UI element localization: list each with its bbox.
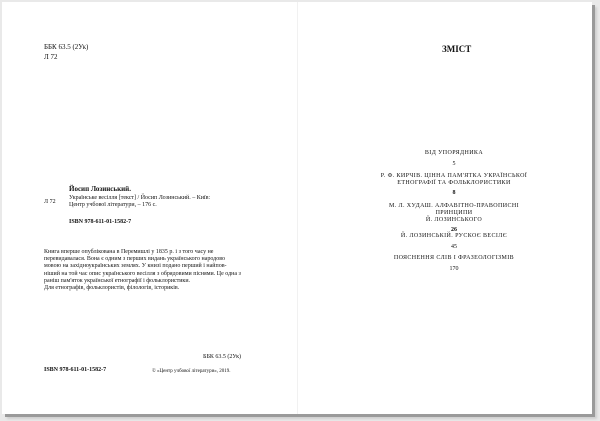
- toc-entry-title: Й. ЛОЗИНСЬКОГО: [425, 217, 483, 223]
- toc-entry-title: Р. Ф. КИРЧІВ. ЦІННА ПАМ'ЯТКА УКРАЇНСЬКОЇ: [380, 173, 528, 179]
- toc-entry-2: [370, 173, 538, 197]
- annotation-line: ніший на той час опис українського весілля з обрядовими піснями. Це одна з: [44, 270, 241, 277]
- bbk-code-top: ББК 63.5 (2Ук): [44, 43, 89, 51]
- toc-entry-4: [370, 233, 538, 251]
- annotation-line: раніш пам'яток української етнографії і фольклористики.: [44, 277, 191, 284]
- catalog-line: Центр учбової літератури, – 176 с.: [69, 202, 157, 208]
- catalog-line: Українське весілля [текст] / Йосип Лозинський. – Київ:: [69, 195, 211, 201]
- bbk-code-bottom: ББК 63.5 (2Ук): [203, 354, 242, 360]
- toc-entry-title: М. Л. ХУДАШ. АЛФАВІТНО-ПРАВОПИСНІ ПРИНЦИПИ: [389, 203, 519, 216]
- toc-page-number: 26: [451, 227, 457, 233]
- isbn-bottom: ISBN 978-611-01-1582-7: [44, 367, 107, 373]
- toc-heading: ЗМІСТ: [442, 44, 472, 54]
- toc-page-number: 8: [452, 190, 456, 196]
- annotation: [44, 249, 272, 292]
- left-page: [2, 2, 297, 414]
- toc-page-number: 5: [452, 161, 456, 167]
- toc-page-number: 45: [451, 244, 457, 250]
- copyright: © «Центр учбової літератури», 2019.: [152, 369, 231, 374]
- catalog-record: [44, 185, 210, 209]
- toc-entry-title: Й. ЛОЗИНСЬКІЙ. РУСКОЄ ВЕСІЛЄ: [400, 233, 508, 239]
- toc-entry-title: ВІД УПОРЯДНИКА: [424, 150, 484, 156]
- author-mark-top: Л 72: [44, 53, 58, 61]
- toc-entry-title: ПОЯСНЕННЯ СЛІВ І ФРАЗЕОЛОГІЗМІВ: [393, 255, 515, 261]
- annotation-line: Для етнографів, фольклористів, філологів, істориків.: [44, 285, 180, 292]
- author-mark-mid: Л 72: [44, 199, 56, 205]
- toc-page-number: 170: [449, 266, 459, 272]
- toc-entry-title: ЕТНОГРАФІЇ ТА ФОЛЬКЛОРИСТИКИ: [397, 180, 511, 186]
- annotation-line: мовою на західноукраїнських землях. У книзі подано перший і найпов-: [44, 263, 227, 270]
- toc-entry-1: [370, 150, 538, 168]
- annotation-line: перевидавалася. Вона є одним з перших видань українського народово: [44, 256, 226, 263]
- annotation-line: Книга вперше опублікована в Перемишлі у 1835 р. і з того часу не: [44, 249, 214, 255]
- book-spread: [2, 2, 592, 414]
- catalog-author: Йосип Лозинський.: [69, 185, 131, 193]
- toc-entry-3: [370, 203, 538, 234]
- toc-entry-5: [370, 255, 538, 273]
- isbn-mid: ISBN 978-611-01-1582-7: [69, 219, 132, 225]
